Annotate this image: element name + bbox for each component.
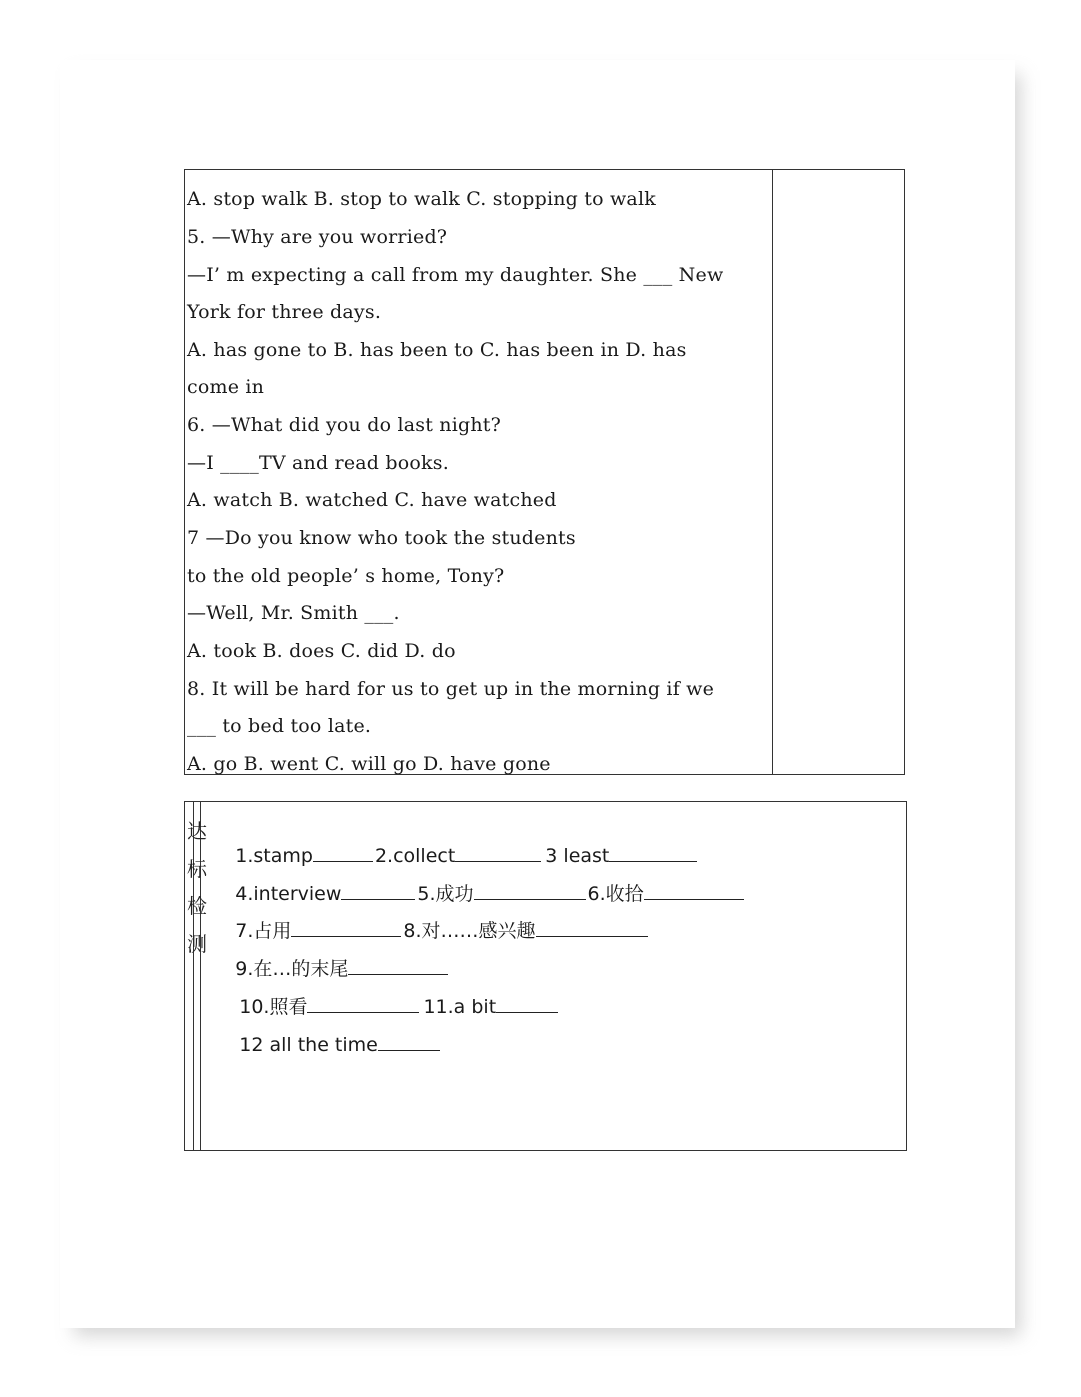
- vocab-item: 8.对……感兴趣: [403, 920, 536, 942]
- question-line: come in: [187, 376, 265, 398]
- answer-blank[interactable]: [536, 918, 648, 937]
- answer-blank[interactable]: [496, 994, 558, 1013]
- question-line: 8. It will be hard for us to get up in the morning if we: [187, 678, 715, 700]
- vocab-check-table: [184, 801, 907, 1151]
- vocab-item: 5.成功: [417, 883, 474, 905]
- side-label-char: 标: [187, 857, 207, 881]
- vocab-item: 12 all the time: [239, 1034, 378, 1056]
- notes-cell: [773, 170, 904, 774]
- answer-blank[interactable]: [378, 1032, 440, 1051]
- document-page: [60, 60, 1015, 1328]
- side-label-char: 检: [187, 894, 207, 918]
- question-line: A. took B. does C. did D. do: [187, 640, 456, 662]
- vocab-row: [203, 1008, 440, 1081]
- exercise-cell: [185, 170, 773, 774]
- question-line: A. stop walk B. stop to walk C. stopping to walk: [187, 188, 656, 210]
- question-line: A. has gone to B. has been to C. has been in D. has: [187, 339, 687, 361]
- answer-blank[interactable]: [644, 881, 744, 900]
- question-line: —Well, Mr. Smith ___.: [187, 602, 400, 624]
- vocab-item: 6.收拾: [587, 883, 644, 905]
- question-line: York for three days.: [187, 301, 382, 323]
- exercise-table: [184, 169, 905, 775]
- vocab-item: 7.占用: [235, 920, 292, 942]
- question-line: —I ____TV and read books.: [187, 452, 449, 474]
- question-line: A. watch B. watched C. have watched: [187, 489, 557, 511]
- vocab-item: 11.a bit: [423, 996, 497, 1018]
- vocab-item: 3 least: [545, 845, 610, 867]
- side-label-char: 测: [187, 932, 207, 956]
- vocab-item: 2.collect: [374, 845, 456, 867]
- question-line: to the old people’ s home, Tony?: [187, 565, 505, 587]
- question-line: 7 —Do you know who took the students: [187, 527, 576, 549]
- question-line: —I’ m expecting a call from my daughter. She ___ New: [187, 264, 724, 286]
- side-label-char: 达: [187, 819, 207, 843]
- question-line: 6. —What did you do last night?: [187, 414, 502, 436]
- vocab-item: 9.在…的末尾: [235, 958, 349, 980]
- column-divider: [193, 802, 194, 1150]
- vocab-item: 4.interview: [235, 883, 342, 905]
- vocab-item: 1.stamp: [235, 845, 313, 867]
- question-line: 5. —Why are you worried?: [187, 226, 448, 248]
- question-line: A. go B. went C. will go D. have gone: [187, 753, 551, 775]
- question-line: ___ to bed too late.: [187, 715, 372, 737]
- vocab-item: 10.照看: [239, 996, 308, 1018]
